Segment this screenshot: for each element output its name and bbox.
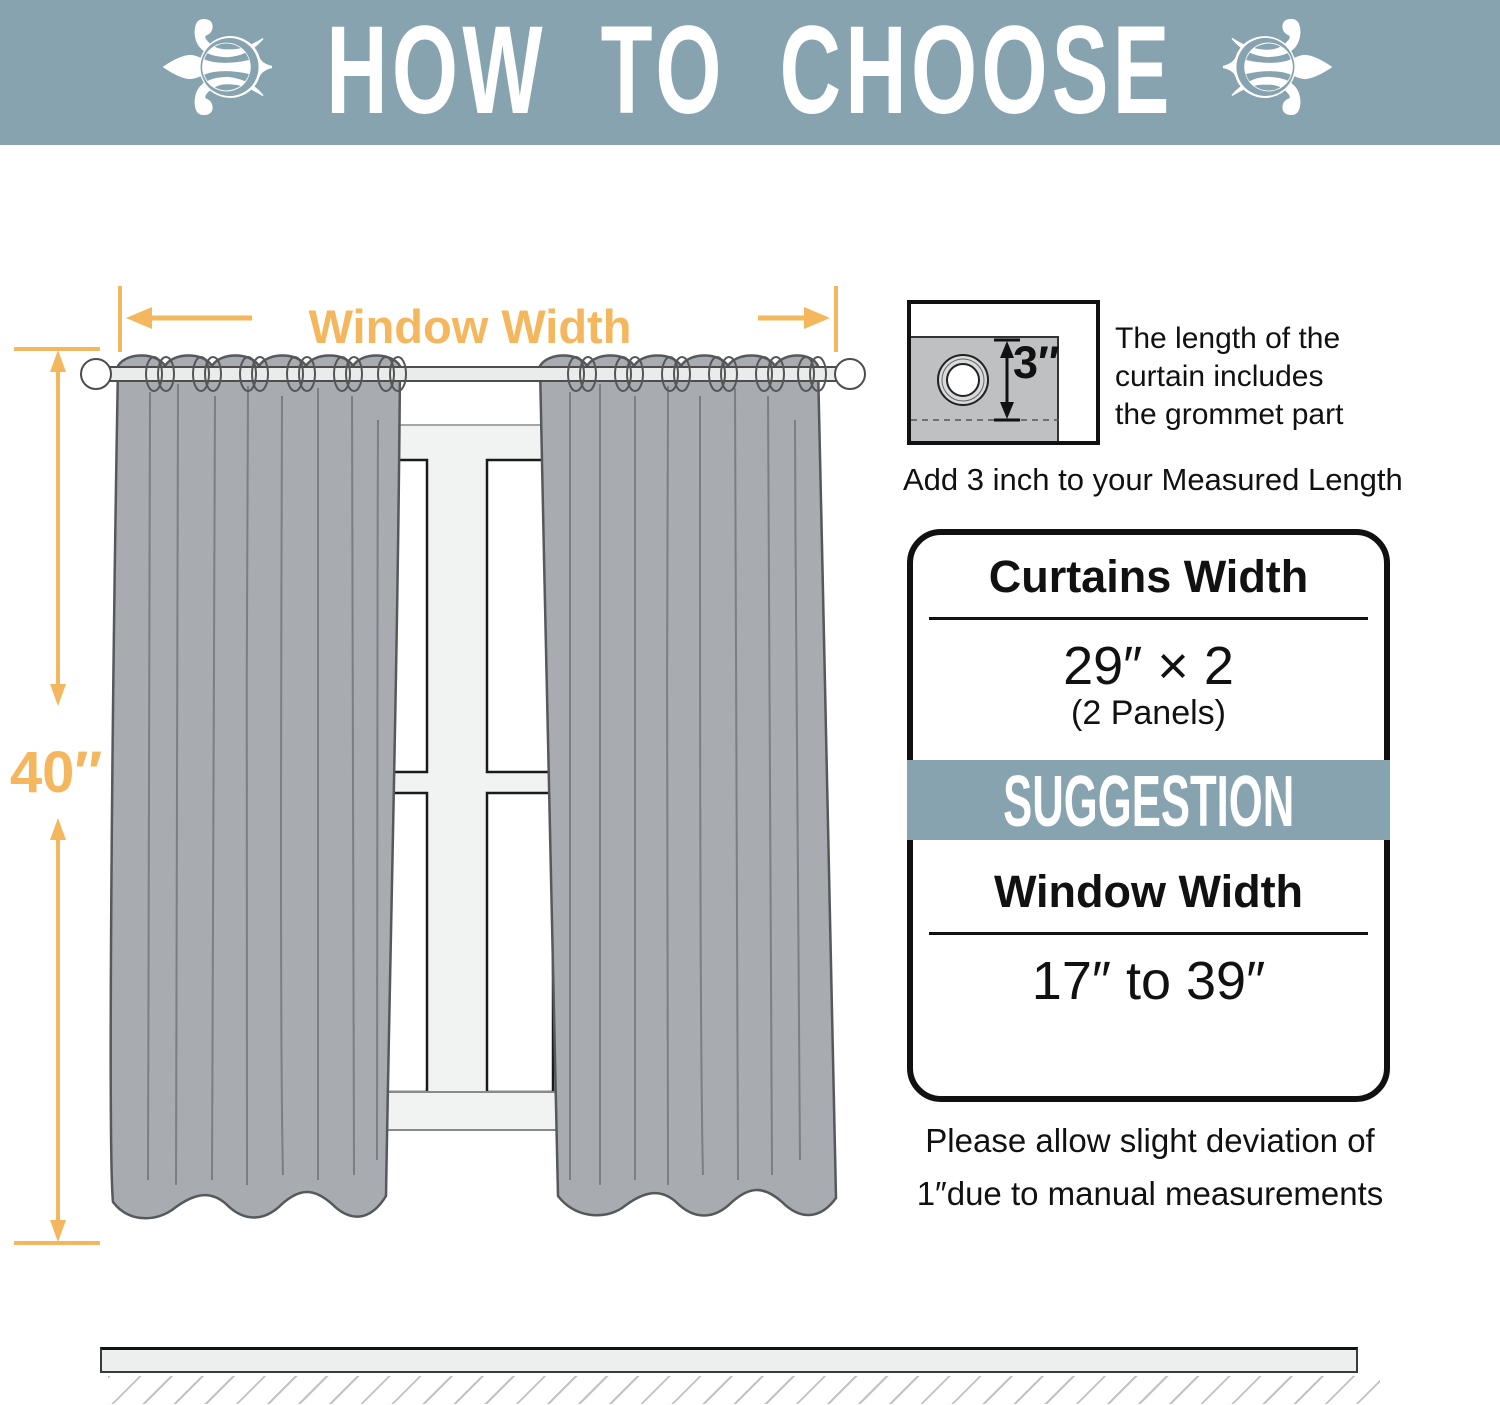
measurement-deviation-note — [900, 1114, 1400, 1220]
left-curtain-panel — [111, 356, 400, 1219]
grommet-height-label: 3″ — [1013, 337, 1060, 388]
fleur-de-lis-icon: ⚜ — [136, 0, 304, 135]
add-length-note: Add 3 inch to your Measured Length — [903, 462, 1403, 497]
curtain-length-dimension — [10, 349, 102, 1243]
window-width-label: Window Width — [308, 300, 632, 353]
page-title: HOW TO CHOOSE — [326, 0, 1174, 141]
grommet-detail-drawing — [911, 304, 1096, 441]
divider — [929, 932, 1368, 935]
window-width-value: 17″ to 39″ — [1031, 951, 1266, 1011]
suggestion-band — [907, 760, 1390, 840]
floor-hatching — [108, 1376, 1380, 1404]
footnote-line: 1″due to manual measurements — [916, 1175, 1384, 1212]
rod-finial-left — [81, 359, 111, 389]
grommet-note — [1115, 320, 1415, 434]
rod-finial-right — [835, 359, 865, 389]
grommet-note-line: curtain includes — [1115, 360, 1324, 393]
grommet-note-line: The length of the — [1115, 322, 1341, 355]
header-banner — [0, 0, 1500, 145]
panels-note: (2 Panels) — [1071, 694, 1226, 732]
floor-baseboard — [100, 1347, 1358, 1373]
curtain-window-illustration — [0, 145, 900, 1405]
size-suggestion-box — [907, 529, 1390, 1102]
suggestion-label: SUGGESTION — [1002, 759, 1295, 841]
grommet-note-line: the grommet part — [1115, 398, 1344, 431]
fleur-de-lis-icon: ⚜ — [1191, 0, 1359, 135]
footnote-line: Please allow slight deviation of — [925, 1122, 1375, 1159]
curtains-width-title: Curtains Width — [988, 551, 1309, 602]
curtains-width-value: 29″ × 2 — [1063, 636, 1234, 696]
right-curtain-panel — [540, 356, 836, 1216]
divider — [929, 617, 1368, 620]
window-width-title: Window Width — [993, 866, 1304, 917]
window-width-dimension — [120, 286, 836, 353]
grommet-detail-box — [907, 300, 1100, 445]
curtain-length-label: 40″ — [9, 740, 103, 805]
